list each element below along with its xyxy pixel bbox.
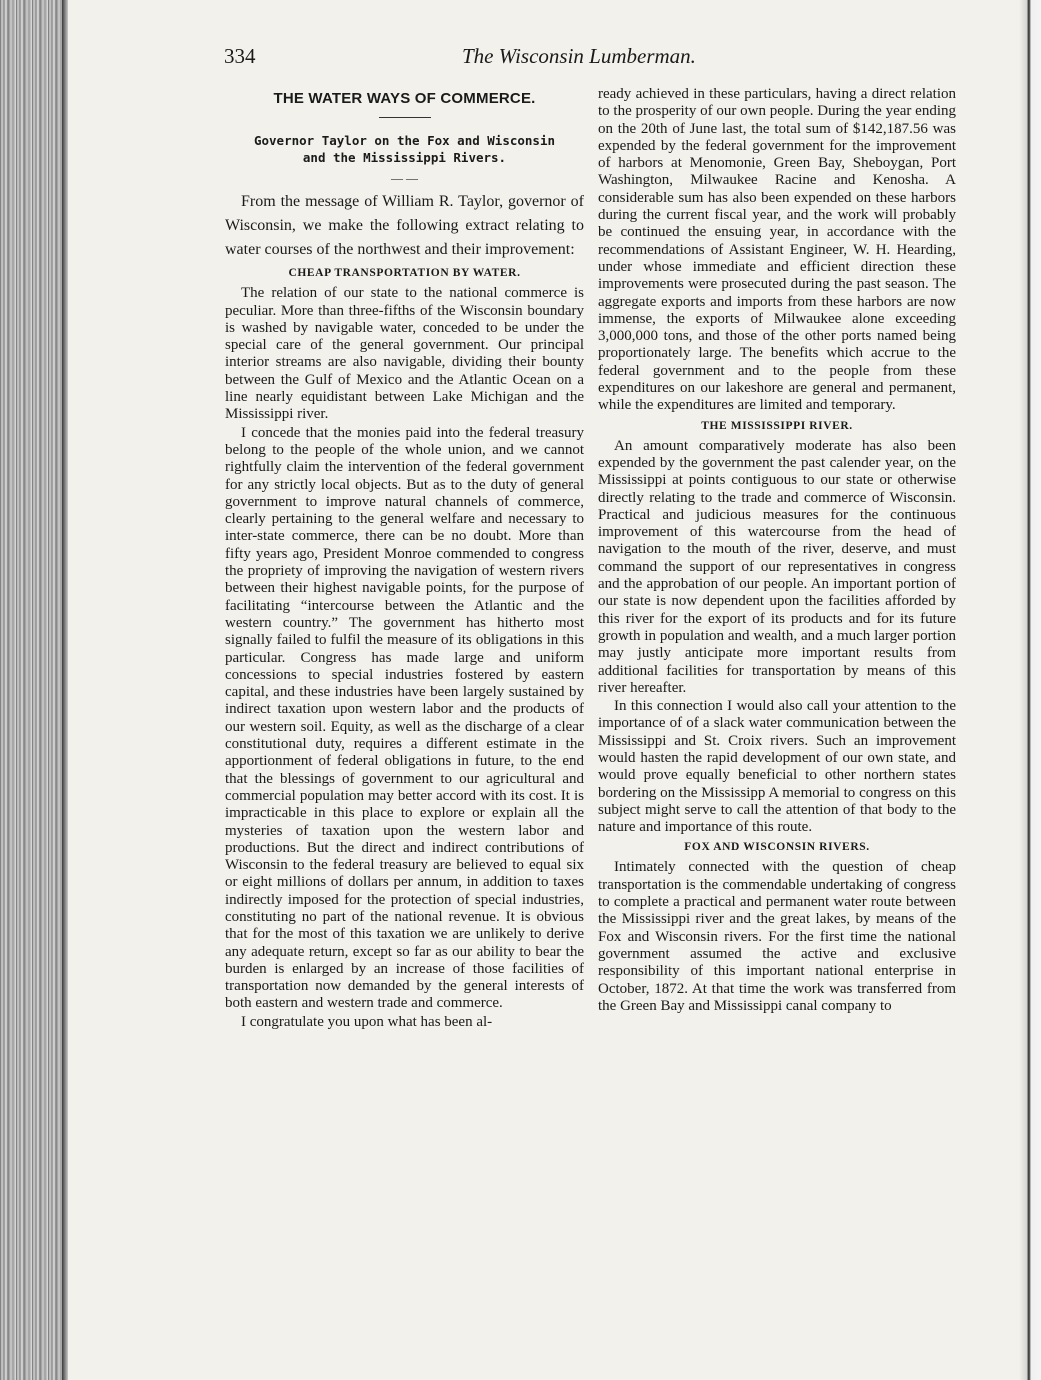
- paragraph: I congratulate you upon what has been al-: [241, 1013, 493, 1030]
- subtitle-line-1: Governor Taylor on the Fox and Wisconsin: [253, 133, 556, 149]
- section-heading-fox-wisconsin: FOX AND WISCONSIN RIVERS.: [684, 841, 870, 854]
- running-head: The Wisconsin Lumberman.: [462, 44, 696, 68]
- subtitle-line-2: and the Mississippi Rivers.: [302, 150, 507, 166]
- paragraph: In this connection I would also call your attention to the importance of of a slack water communication between the Mississippi and St. Croix rivers. Such an improvement would hasten the rapid development of our own state, and would prove equally beneficial to other northern states bordering on the Mississipp A memorial to congress on this subject might serve to call the attention of that body to the nature and importance of this route.: [598, 698, 956, 836]
- spine-shadow: [62, 0, 68, 1380]
- article-title: THE WATER WAYS OF COMMERCE.: [273, 90, 536, 107]
- section-heading-mississippi: THE MISSISSIPPI RIVER.: [701, 419, 853, 432]
- book-spine-gutter: [0, 0, 62, 1380]
- intro-paragraph: From the message of William R. Taylor, governor of Wisconsin, we make the following extract relating to water courses of the northwest and their improvement:: [225, 193, 584, 259]
- paragraph: The relation of our state to the national commerce is peculiar. More than three-fifths of the Wisconsin boundary is washed by navigable water, conceded to be under the special care of the general government. Our principal interior streams are also navigable, dividing their bounty between the Gulf of Mexico and the Atlantic Ocean on a line nearly equidistant between Lake Michigan and the Mississippi river.: [225, 285, 584, 423]
- page-number: 334: [224, 44, 256, 68]
- page-edge: [1019, 0, 1041, 1380]
- title-rule: [379, 117, 431, 118]
- paragraph: I concede that the monies paid into the federal treasury belong to the people of the whole union, and we cannot rightfully claim the intervention of the federal government for any strictly local objects. But as to the duty of general government to improve natural channels of commerce, clearly pertaining to the general welfare and necessary to inter-state commerce, there can be no doubt. More than fifty years ago, President Monroe commended to congress the propriety of improving the navigation of western rivers between their highest navigable points, for the purpose of facilitating “intercourse between the Atlantic and the western country.” The government has hitherto most signally failed to fulfil the measure of its obligations in this particular. Congress has made large and uniform concessions to special industries fostered by eastern capital, and these industries have been largely sustained by indirect taxation upon western labor and the products of our western soil. Equity, as well as the discharge of a clear constitutional duty, requires a different estimate in the apportionment of federal obligations in future, to the end that the blessings of government to our agricultural and commercial population may better accord with its cost. It is impracticable in this place to explore or explain all the mysteries of taxation upon the western labor and productions. But the direct and indirect contributions of Wisconsin to the federal treasury are believed to equal six or eight millions of dollars per annum, in addition to taxes indirectly imposed for the protection of special industries, constituting no part of the national revenue. It is obvious that for the most of this taxation we are unlikely to derive any adequate return, except so far as our ability to bear the burden is enlarged by an increase of those facilities of transportation now demanded by the general interests of both eastern and western trade and commerce.: [225, 424, 584, 1012]
- section-heading-cheap-transportation: CHEAP TRANSPORTATION BY WATER.: [288, 267, 521, 280]
- paragraph: Intimately connected with the question of cheap transportation is the commendable undertaking of congress to complete a practical and permanent water route between the Mississippi river and the great lakes, by means of the Fox and Wisconsin rivers. For the first time the national government assumed the active and exclusive responsibility of this important national enterprise in October, 1872. At that time the work was transferred from the Green Bay and Mississippi canal company to: [598, 859, 956, 1014]
- column-left: [225, 86, 584, 1032]
- article-subtitle: [225, 132, 584, 166]
- column-right: [598, 86, 956, 1016]
- paragraph-continued: ready achieved in these particulars, having a direct relation to the prosperity of our own people. During the year ending on the 20th of June last, the total sum of $142,187.56 was expended by the federal government for the improvement of harbors at Menomonie, Green Bay, Sheboygan, Port Washington, Milwaukee Racine and Kenosha. A considerable sum has also been expended on these harbors during the current fiscal year, and the work will probably be continued the ensuing year, in accordance with the recommendations of Assistant Engineer, W. H. Hearding, under whose immediate and efficient direction these improvements were prosecuted during the past season. The aggregate exports and imports from these harbors are now immense, the exports of Milwaukee alone exceeding 3,000,000 tons, and those of the other ports named being proportionately large. The benefits which accrue to the federal government and to the people from these expenditures on our lakeshore are general and permanent, while the expenditures are limited and temporary.: [598, 86, 956, 414]
- page-header: [224, 44, 984, 76]
- separator: — —: [391, 171, 418, 186]
- paragraph: An amount comparatively moderate has also been expended by the government the past calender year, on the Mississippi at points contiguous to our state or otherwise directly relating to the trade and commerce of Wisconsin. Practical and judicious measures for the continuous improvement of this watercourse from the head of navigation to the mouth of the river, deserve, and must command the support of our representatives in congress and the approbation of our people. An important portion of our state is now dependent upon the facilities afforded by this river for the export of its products and for its future growth in population and wealth, and a much larger portion may justly anticipate more important results from additional facilities for transportation by means of this river hereafter.: [598, 437, 956, 696]
